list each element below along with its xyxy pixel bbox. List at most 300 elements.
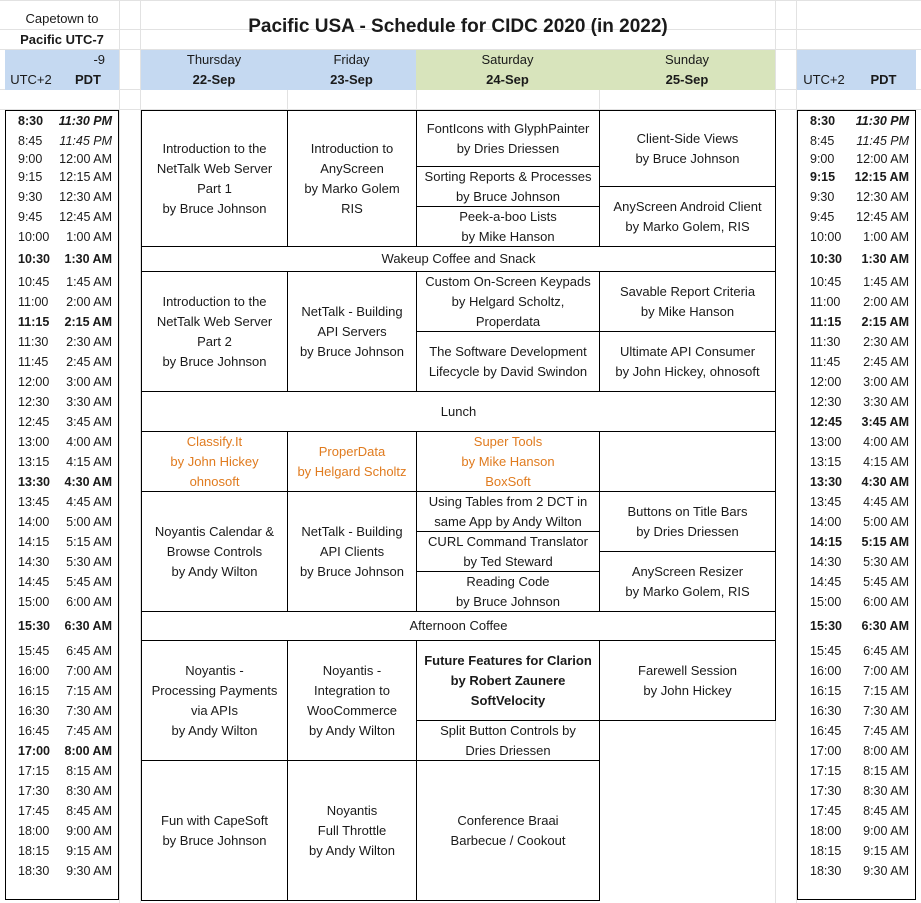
session-line: Noyantis - [185,662,244,678]
left-utc-time: 13:15 [18,455,50,469]
session-line: ProperData [318,443,386,459]
session-text [638,661,737,701]
session-text [459,207,557,247]
session-line: by Bruce Johnson [299,343,405,359]
right-utc-time: 18:00 [810,824,842,838]
left-pdt-time: 5:00 AM [66,515,112,529]
session-line: Barbecue / Cookout [450,832,566,848]
left-utc-time: 13:00 [18,435,50,449]
right-pdt-time: 11:30 PM [855,114,909,128]
left-pdt-time: 6:30 AM [64,619,112,633]
right-pdt-time: 7:15 AM [863,684,909,698]
day-header-sat [416,50,599,90]
left-pdt-time: 9:30 AM [66,864,112,878]
left-header-utc: UTC+2 [10,72,52,87]
session-cell-sat [416,110,600,167]
day-name: Thursday [186,52,242,67]
session-line: Sorting Reports & Processes [424,168,592,184]
session-line: Full Throttle [317,822,387,838]
right-pdt-time: 9:15 AM [863,844,909,858]
session-text [425,167,592,207]
page-title: Pacific USA - Schedule for CIDC 2020 (in 2022) [248,16,668,37]
session-line: Part 2 [197,333,232,349]
session-cell-thu [141,110,288,247]
left-pdt-time: 6:45 AM [66,644,112,658]
right-utc-time: 17:30 [810,784,842,798]
session-cell-sun [599,551,776,612]
session-line: Ultimate API Consumer [619,343,756,359]
left-utc-time: 18:30 [18,864,50,878]
session-text [170,432,258,492]
right-utc-time: 16:00 [810,664,842,678]
session-text [428,532,588,572]
right-pdt-time: 4:00 AM [863,435,909,449]
right-pdt-time: 5:00 AM [863,515,909,529]
right-utc-time: 15:45 [810,644,842,658]
left-pdt-time: 4:45 AM [66,495,112,509]
break-cell [141,246,776,272]
session-text [635,129,739,169]
session-cell-sun [599,110,776,187]
right-header-pdt: PDT [870,72,897,87]
left-pdt-time: 4:30 AM [64,475,112,489]
session-line: BoxSoft [485,473,531,489]
session-line: Conference Braai [457,812,559,828]
right-pdt-time: 12:30 AM [856,190,909,204]
session-text [440,721,576,761]
right-pdt-time: 5:30 AM [863,555,909,569]
session-cell-fri [287,491,417,612]
right-utc-time: 12:45 [810,415,842,429]
session-line: API Servers [317,323,387,339]
right-pdt-time: 2:30 AM [863,335,909,349]
session-line: by Andy Wilton [171,722,258,738]
left-pdt-time: 2:45 AM [66,355,112,369]
session-line: by Bruce Johnson [635,150,740,166]
right-pdt-time: 4:15 AM [863,455,909,469]
right-pdt-time: 9:30 AM [863,864,909,878]
session-line: by John Hickey [643,682,732,698]
session-text [441,402,476,422]
right-utc-time: 15:00 [810,595,842,609]
session-cell-thu [141,640,288,761]
session-cell-thu [141,271,288,392]
right-utc-time: 12:00 [810,375,842,389]
left-pdt-time: 2:00 AM [66,295,112,309]
session-cell-sat [416,206,600,247]
left-utc-time: 15:45 [18,644,50,658]
session-cell-sat [416,531,600,572]
left-utc-time: 11:30 [18,335,49,349]
session-line: Fun with CapeSoft [161,812,268,828]
session-line: NetTalk - Building [301,523,403,539]
right-pdt-time: 3:00 AM [863,375,909,389]
right-utc-time: 9:30 [810,190,835,204]
session-cell-sat [416,166,600,207]
left-utc-time: 10:45 [18,275,50,289]
right-utc-time: 9:00 [810,152,835,166]
session-line: NetTalk Web Server [156,160,273,176]
left-pdt-time: 8:30 AM [66,784,112,798]
left-pdt-time: 12:15 AM [59,170,112,184]
right-utc-time: 16:30 [810,704,842,718]
right-utc-time: 13:00 [810,435,842,449]
right-pdt-time: 3:30 AM [863,395,909,409]
session-line: Introduction to the [162,293,267,309]
left-pdt-time: 9:00 AM [66,824,112,838]
right-utc-time: 16:15 [810,684,842,698]
session-line: by Mike Hanson [461,453,555,469]
session-text [307,661,397,741]
day-name: Friday [333,52,370,67]
session-line: by Andy Wilton [309,842,395,858]
session-line: AnyScreen Android Client [613,198,762,214]
session-cell-thu [141,491,288,612]
session-line: by Robert Zaunere [450,672,566,688]
session-text [309,801,395,861]
right-utc-time: 15:30 [810,619,842,633]
session-line: Processing Payments [151,682,278,698]
left-pdt-time: 3:00 AM [66,375,112,389]
session-line: NetTalk Web Server [156,313,273,329]
right-utc-time: 11:30 [810,335,841,349]
session-text [427,119,590,159]
session-line: by John Hickey [170,453,259,469]
session-line: by Helgard Scholtz, [451,293,565,309]
session-line: by Bruce Johnson [162,832,267,848]
left-utc-time: 12:45 [18,415,50,429]
session-cell-sun [599,640,776,721]
session-cell-thu [141,760,288,901]
right-utc-time: 14:00 [810,515,842,529]
right-pdt-time: 8:00 AM [863,744,909,758]
right-pdt-time: 6:00 AM [863,595,909,609]
session-line: RIS [341,200,363,216]
left-utc-time: 14:30 [18,555,50,569]
session-line: API Clients [319,543,385,559]
right-pdt-time: 2:15 AM [861,315,909,329]
session-text [625,562,749,602]
left-pdt-time: 3:30 AM [66,395,112,409]
session-line: Lifecycle by David Swindon [428,363,588,379]
session-text [300,522,404,582]
left-utc-time: 11:00 [18,295,49,309]
left-pdt-time: 2:30 AM [66,335,112,349]
session-cell-sat [416,271,600,332]
right-time-column [797,110,916,900]
right-pdt-time: 8:30 AM [863,784,909,798]
left-utc-time: 16:00 [18,664,50,678]
left-utc-time: 17:45 [18,804,50,818]
session-line: Custom On-Screen Keypads [425,273,591,289]
left-utc-time: 15:00 [18,595,50,609]
session-cell-sat [416,331,600,392]
session-line: Afternoon Coffee [409,618,508,633]
session-text [304,139,399,219]
left-utc-time: 14:00 [18,515,50,529]
right-utc-time: 9:15 [810,170,836,184]
session-line: Browse Controls [166,543,263,559]
day-header-fri [287,50,416,90]
left-pdt-time: 11:30 PM [58,114,112,128]
session-line: by John Hickey, ohnosoft [615,363,760,379]
left-time-column [5,110,119,900]
left-header-offset: -9 [93,52,105,67]
session-line: by Ted Steward [463,553,553,569]
break-cell [141,391,776,432]
right-utc-time: 17:15 [810,764,842,778]
session-text [628,502,748,542]
left-pdt-time: 8:15 AM [66,764,112,778]
session-cell-sun [599,331,776,392]
session-line: by Bruce Johnson [455,188,561,204]
left-pdt-time: 5:30 AM [66,555,112,569]
session-line: Buttons on Title Bars [627,503,748,519]
left-pdt-time: 8:45 AM [66,804,112,818]
session-line: by Marko Golem [304,180,400,196]
left-utc-time: 14:15 [18,535,50,549]
session-line: by Andy Wilton [309,722,395,738]
left-utc-time: 12:30 [18,395,50,409]
session-text [155,522,274,582]
session-line: SoftVelocity [470,692,546,708]
left-utc-time: 16:30 [18,704,50,718]
left-pdt-time: 11:45 PM [59,134,112,148]
right-utc-time: 13:15 [810,455,842,469]
session-line: WooCommerce [306,702,398,718]
right-pdt-time: 2:00 AM [863,295,909,309]
right-pdt-time: 5:15 AM [861,535,909,549]
left-pdt-time: 4:00 AM [66,435,112,449]
right-utc-time: 14:15 [810,535,842,549]
day-header-thu [141,50,287,90]
left-utc-time: 17:15 [18,764,50,778]
session-text [615,342,759,382]
left-utc-time: 14:45 [18,575,50,589]
session-line: via APIs [191,702,238,718]
session-line: by Marko Golem, RIS [625,218,750,234]
right-pdt-time: 1:00 AM [863,230,909,244]
left-pdt-time: 1:30 AM [64,252,112,266]
right-pdt-time: 1:45 AM [863,275,909,289]
session-cell-sat [416,491,600,532]
left-pdt-time: 12:45 AM [59,210,112,224]
session-line: by Mike Hanson [461,228,555,244]
session-cell-fri [287,271,417,392]
left-pdt-time: 8:00 AM [64,744,112,758]
session-cell-sat [416,720,600,761]
left-pdt-time: 7:00 AM [66,664,112,678]
session-line: Split Button Controls by [440,722,576,738]
session-text [161,811,268,851]
day-header-sun [599,50,775,90]
left-pdt-time: 1:00 AM [66,230,112,244]
session-cell-sat [416,571,600,612]
session-line: Dries Driessen [465,742,551,758]
session-text [461,432,554,492]
right-utc-time: 14:45 [810,575,842,589]
right-utc-time: 8:30 [810,114,836,128]
right-pdt-time: 12:15 AM [854,170,909,184]
session-line: Classify.It [186,433,243,449]
session-line: by Dries Driessen [636,523,739,539]
session-line: Noyantis Calendar & [154,523,275,539]
left-utc-time: 18:15 [18,844,50,858]
session-cell-sat [416,640,600,721]
day-name: Sunday [664,52,710,67]
session-cell-sun [599,271,776,332]
left-utc-time: 9:30 [18,190,43,204]
right-utc-time: 17:45 [810,804,842,818]
left-utc-time: 10:30 [18,252,50,266]
left-header-line1: Capetown to [25,11,99,26]
right-pdt-time: 2:45 AM [863,355,909,369]
session-line: FontIcons with GlyphPainter [426,120,590,136]
left-pdt-time: 9:15 AM [66,844,112,858]
session-text [157,139,272,219]
right-pdt-time: 7:00 AM [863,664,909,678]
left-pdt-time: 12:00 AM [59,152,112,166]
session-text [157,292,272,372]
session-text [152,661,278,741]
session-line: Peek-a-boo Lists [459,208,557,224]
right-pdt-time: 11:45 PM [856,134,909,148]
session-cell-thu [141,431,288,492]
session-line: same App by Andy Wilton [434,513,582,529]
right-pdt-time: 7:45 AM [863,724,909,738]
right-utc-time: 8:45 [810,134,835,148]
left-pdt-time: 7:15 AM [66,684,112,698]
session-text [620,282,755,322]
right-utc-time: 13:45 [810,495,842,509]
session-line: by Bruce Johnson [299,563,405,579]
right-pdt-time: 8:45 AM [863,804,909,818]
left-pdt-time: 5:45 AM [66,575,112,589]
right-utc-time: 11:00 [810,295,841,309]
left-utc-time: 16:45 [18,724,50,738]
right-utc-time: 14:30 [810,555,842,569]
day-date: 22-Sep [192,72,236,87]
left-header-line2: Pacific UTC-7 [20,32,104,47]
right-pdt-time: 12:45 AM [856,210,909,224]
right-pdt-time: 7:30 AM [863,704,909,718]
session-cell-sun [599,431,776,492]
right-pdt-time: 3:45 AM [861,415,909,429]
session-line: Client-Side Views [636,130,739,146]
left-pdt-time: 7:30 AM [66,704,112,718]
session-line: Using Tables from 2 DCT in [428,493,588,509]
session-line: NetTalk - Building [301,303,403,319]
left-pdt-time: 5:15 AM [66,535,112,549]
session-line: Savable Report Criteria [619,283,756,299]
right-utc-time: 18:15 [810,844,842,858]
left-utc-time: 8:30 [18,114,44,128]
session-line: by Andy Wilton [171,563,258,579]
session-line: Super Tools [473,433,543,449]
left-utc-time: 17:00 [18,744,50,758]
session-text [429,342,587,382]
right-pdt-time: 8:15 AM [863,764,909,778]
left-utc-time: 17:30 [18,784,50,798]
session-text [425,272,590,332]
session-cell-sat [416,760,600,901]
session-line: by Bruce Johnson [162,353,267,369]
session-text [382,249,536,269]
session-cell-sun [599,186,776,247]
session-line: by Mike Hanson [640,303,735,319]
session-line: by Helgard Scholtz [297,463,407,479]
left-utc-time: 11:15 [18,315,50,329]
right-utc-time: 12:30 [810,395,842,409]
day-date: 23-Sep [330,72,373,87]
session-line: Wakeup Coffee and Snack [381,251,536,266]
session-text [451,811,566,851]
left-utc-time: 8:45 [18,134,43,148]
session-text [424,651,592,711]
left-utc-time: 16:15 [18,684,50,698]
session-cell-fri [287,431,417,492]
session-text [300,302,404,362]
left-utc-time: 11:45 [18,355,49,369]
right-pdt-time: 6:30 AM [861,619,909,633]
session-line: Reading Code [466,573,550,589]
left-utc-time: 12:00 [18,375,50,389]
left-utc-time: 13:30 [18,475,50,489]
session-line: Noyantis - [322,662,382,678]
session-line: Introduction to [310,140,394,156]
session-line: AnyScreen Resizer [631,563,744,579]
session-cell-sat [416,431,600,492]
right-pdt-time: 4:30 AM [861,475,909,489]
session-line: Farewell Session [638,662,737,678]
session-cell-fri [287,760,417,901]
right-pdt-time: 1:30 AM [861,252,909,266]
session-cell-fri [287,640,417,761]
session-text [297,442,406,482]
left-pdt-time: 3:45 AM [66,415,112,429]
session-line: Noyantis [326,802,378,818]
left-utc-time: 9:00 [18,152,43,166]
right-utc-time: 18:30 [810,864,842,878]
left-utc-time: 10:00 [18,230,50,244]
session-line: Properdata [475,313,541,329]
session-line: Introduction to the [162,140,267,156]
left-pdt-time: 6:00 AM [66,595,112,609]
right-utc-time: 9:45 [810,210,835,224]
session-line: AnyScreen [320,160,384,176]
session-line: ohnosoft [189,473,240,489]
break-cell [141,611,776,641]
session-cell-fri [287,110,417,247]
session-text [456,572,560,612]
right-utc-time: 11:45 [810,355,841,369]
right-pdt-time: 4:45 AM [863,495,909,509]
right-pdt-time: 9:00 AM [863,824,909,838]
left-pdt-time: 7:45 AM [66,724,112,738]
left-header-pdt: PDT [75,72,101,87]
right-header-utc: UTC+2 [803,72,845,87]
session-line: Integration to [314,682,390,698]
right-utc-time: 10:45 [810,275,842,289]
right-utc-time: 16:45 [810,724,842,738]
left-utc-time: 9:15 [18,170,43,184]
session-text [409,616,507,636]
right-utc-time: 11:15 [810,315,842,329]
session-line: The Software Development [429,343,587,359]
session-line: Part 1 [197,180,232,196]
right-pdt-time: 12:00 AM [856,152,909,166]
right-pdt-time: 6:45 AM [863,644,909,658]
